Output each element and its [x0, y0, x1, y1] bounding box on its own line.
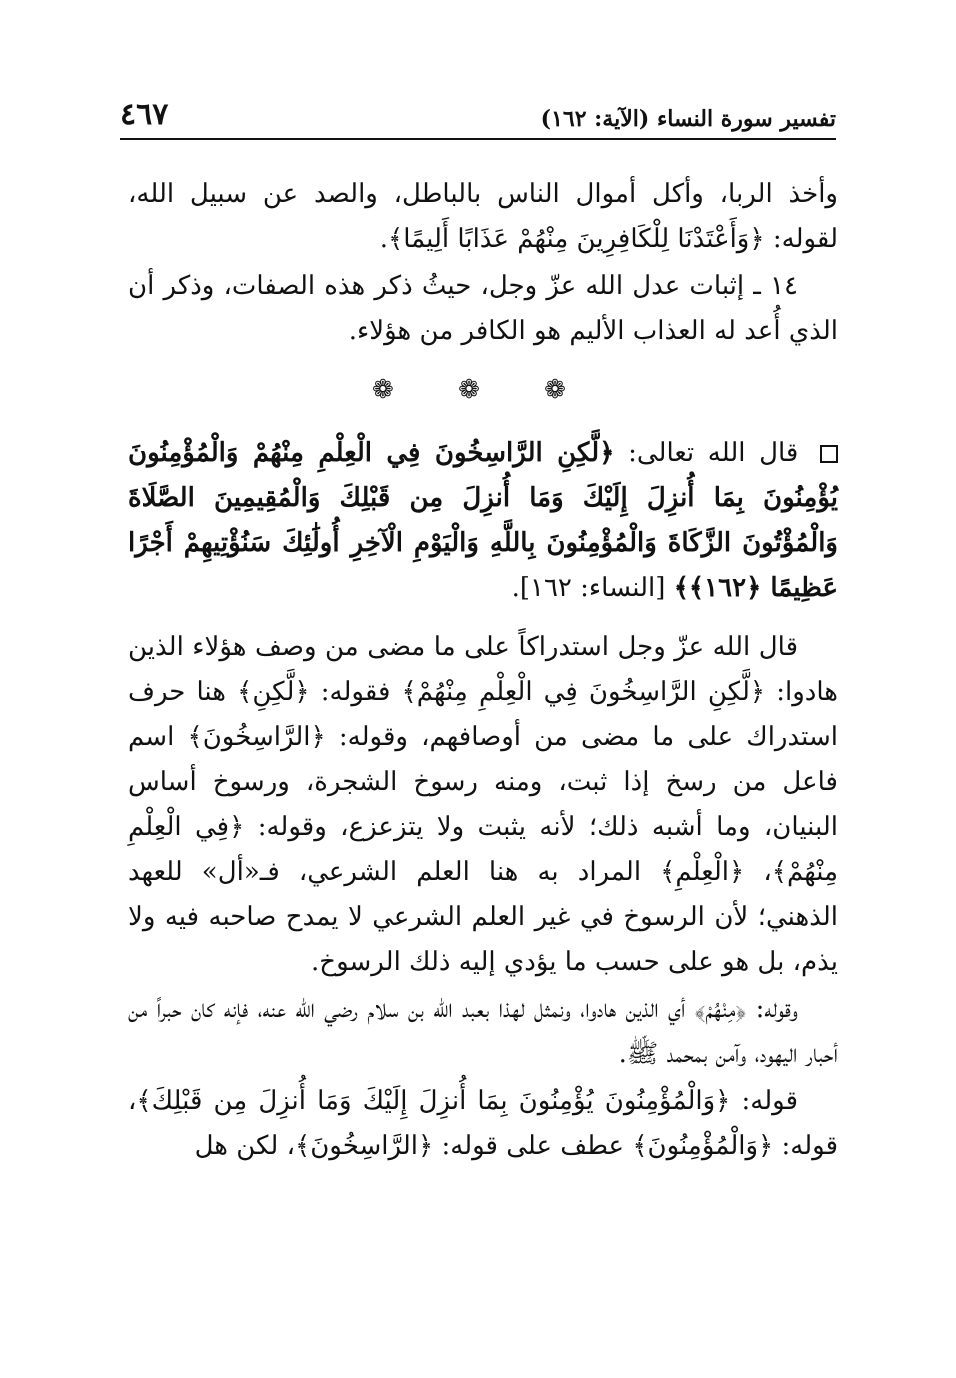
paragraph: وأخذ الربا، وأكل أموال الناس بالباطل، والصد عن سبيل الله، لقوله: ﴿وَأَعْتَدْنَا لِلْكَافِرِينَ مِنْهُمْ عَذَابًا أَلِيمًا﴾.	[128, 179, 838, 254]
page-header	[120, 96, 836, 140]
square-bullet-icon	[820, 445, 838, 463]
quran-verse: ﴿لَّكِنِ الرَّاسِخُونَ فِي الْعِلْمِ مِنْهُمْ وَالْمُؤْمِنُونَ يُؤْمِنُونَ بِمَا أُنزِلَ إِلَيْكَ وَمَا أُنزِلَ مِن قَبْلِكَ وَالْمُقِيمِينَ الصَّلَاةَ وَالْمُؤْتُونَ الزَّكَاةَ وَالْمُؤْمِنُونَ بِاللَّهِ وَالْيَوْمِ الْآخِرِ أُولَٰئِكَ سَنُؤْتِيهِمْ أَجْرًا عَظِيمًا ﴿١٦٢﴾﴾	[128, 438, 838, 603]
verse-intro: قال الله تعالى:	[628, 438, 799, 468]
page-body	[128, 172, 838, 1169]
verse-block	[128, 431, 838, 611]
paragraph: قوله: ﴿وَالْمُؤْمِنُونَ يُؤْمِنُونَ بِمَا أُنزِلَ إِلَيْكَ وَمَا أُنزِلَ مِن قَبْلِكَ﴾، قوله: ﴿وَالْمُؤْمِنُونَ﴾ عطف على قوله: ﴿الرَّاسِخُونَ﴾، لكن هل	[128, 1086, 838, 1161]
page-number: ٤٦٧	[120, 97, 169, 132]
paragraph: قال الله عزّ وجل استدراكاً على ما مضى من وصف هؤلاء الذين هادوا: ﴿لَّكِنِ الرَّاسِخُونَ فِي الْعِلْمِ مِنْهُمْ﴾ فقوله: ﴿لَّكِنِ﴾ هنا حرف استدراك على ما مضى من أوصافهم، وقوله: ﴿الرَّاسِخُونَ﴾ اسم فاعل من رسخ إذا ثبت، ومنه رسوخ الشجرة، ورسوخ أساس البنيان، وما أشبه ذلك؛ لأنه يثبت ولا يتزعزع، وقوله: ﴿فِي الْعِلْمِ مِنْهُمْ﴾، ﴿الْعِلْمِ﴾ المراد به هنا العلم الشرعي، فـ«أل» للعهد الذهني؛ لأن الرسوخ في غير العلم الشرعي لا يمدح صاحبه فيه ولا يذم، بل هو على حسب ما يؤدي إليه ذلك الرسوخ.	[128, 632, 838, 977]
paragraph: وقوله: ﴿مِنْهُمْ﴾ أي الذين هادوا، ونمثل لهذا بعبد الله بن سلام رضي الله عنه، فإنه كان حبراً من أحبار اليهود، وآمن بمحمد ﷺ.	[128, 994, 838, 1069]
paragraph: ١٤ ـ إثبات عدل الله عزّ وجل، حيثُ ذكر هذه الصفات، وذكر أن الذي أُعد له العذاب الأليم هو الكافر من هؤلاء.	[128, 271, 838, 346]
verse-reference: [النساء: ١٦٢].	[511, 573, 666, 603]
section-separator: ❁ ❁ ❁	[372, 375, 594, 405]
running-title: تفسير سورة النساء (الآية: ١٦٢)	[540, 106, 836, 132]
